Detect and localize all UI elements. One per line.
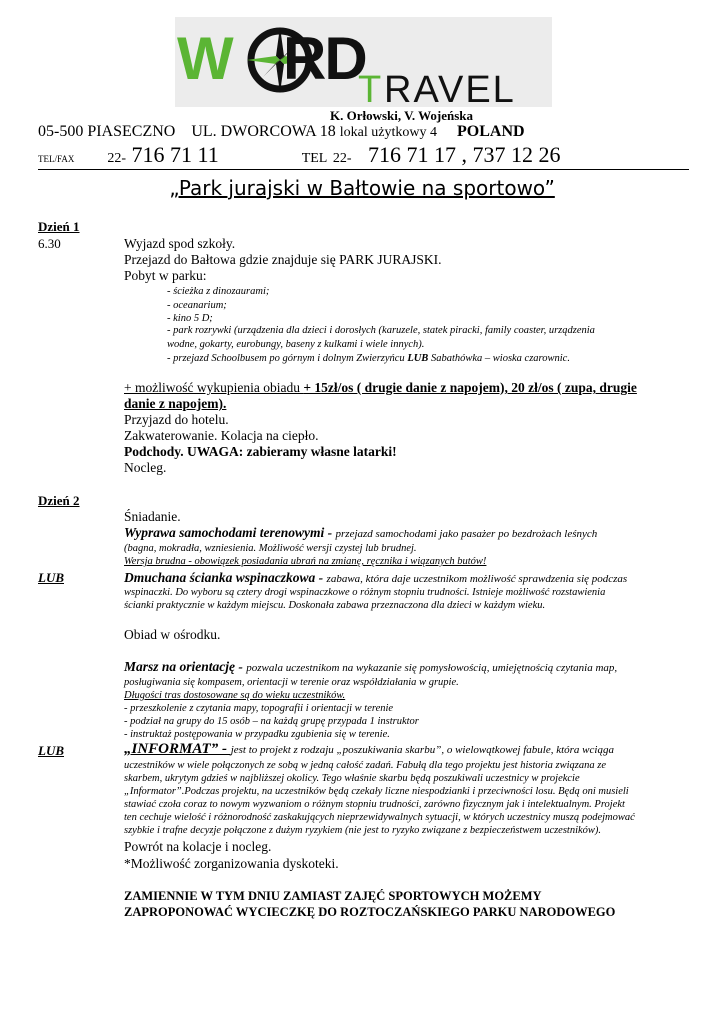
amusement-lead: - park rozrywki ( (167, 325, 238, 336)
informat-desc-7: szybkie i trafne decyzje połączone z dużym ryzykiem (nie jest to ryzyko związane z bezpieczeństwem uczestników). (124, 825, 602, 836)
jeep-trip-desc: przejazd samochodami jako pasażer po bezdrożach leśnych (335, 528, 598, 540)
informat-line (124, 741, 614, 758)
day2-line-return: Powrót na kolacje i nocleg. (124, 839, 272, 854)
climbing-wall-line (124, 570, 627, 587)
lunch-option (124, 380, 637, 396)
day1-line-park: Pobyt w parku: (124, 268, 207, 283)
address-local: lokal użytkowy 4 (339, 125, 437, 140)
address-country: POLAND (457, 123, 525, 140)
orienteering-desc-2: posługiwania się kompasem, orientacji w terenie oraz współdziałania w grupie. (124, 677, 459, 688)
address-street: UL. DWORCOWA 18 (191, 123, 336, 140)
lunch-option-cont (124, 396, 226, 412)
jeep-trip-desc-3: Wersja brudna - obowiązek posiadania ubrań na zmianę, ręcznika i wiązanych butów! (124, 556, 487, 567)
orienteering-line (124, 659, 617, 676)
informat-title: „INFORMAT” - (124, 741, 231, 757)
schoolbus-or: LUB (407, 353, 429, 364)
alternative-line-2: ZAPROPONOWAĆ WYCIECZKĘ DO ROZTOCZAŃSKIEGO PARKU NARODOWEGO (124, 905, 616, 919)
orienteering-point-2: - podział na grupy do 15 osób – na każdą grupę przypada 1 instruktor (124, 716, 419, 727)
park-item-cinema: - kino 5 D; (167, 313, 213, 324)
climbing-wall-desc: zabawa, która daje uczestnikom możliwość sprawdzenia się podczas (326, 573, 628, 585)
lunch-lead: + możliwość wykupienia obiadu (124, 380, 304, 395)
orienteering-point-3: - instruktaż postępowania w przypadku zgubienia się w terenie. (124, 729, 390, 740)
informat-desc-3: skarbem, ukrytym gdzieś w najbliższej okolicy. Tego właśnie skarbu będą poszukiwali uczestnicy w projekcie (124, 773, 580, 784)
informat-desc-2: uczestników w wiele połączonych ze sobą w jedną całość zadań. Fabułą dla tego projektu jest historia związana ze (124, 760, 606, 771)
alternative-line-1: ZAMIENNIE W TYM DNIU ZAMIAST ZAJĘĆ SPORTOWYCH MOŻEMY (124, 889, 542, 903)
climbing-wall-title: Dmuchana ścianka wspinaczkowa - (124, 570, 327, 585)
day2-line-breakfast: Śniadanie. (124, 509, 181, 524)
company-logo (175, 17, 552, 111)
climbing-wall-desc-2: wspinaczki. Do wyboru są cztery drogi wspinaczkowe o różnym stopniu trudności. Istnieje możliwość rozstawienia (124, 587, 606, 598)
park-item-amusement-cont: wodne, gokarty, eurobungy, baseny z kulkami i wiele innych). (167, 339, 425, 350)
logo-letters-ravel: RAVEL (384, 69, 516, 111)
day-1-label: Dzień 1 (38, 219, 80, 234)
day1-line-night: Nocleg. (124, 460, 167, 475)
header-divider (38, 169, 689, 170)
lunch-prices-cont: danie z napojem). (124, 396, 227, 411)
climbing-wall-desc-3: ścianki praktycznie w każdym miejscu. Doskonała zabawa przeznaczona dla dzieci w każdym wieku. (124, 600, 546, 611)
amusement-desc: urządzenia dla dzieci i dorosłych (karuzele, statek piracki, family coaster, urządzenia (237, 325, 595, 336)
address-city: 05-500 PIASECZNO (38, 123, 176, 140)
park-item-schoolbus (167, 352, 570, 365)
logo-letter-w: W (177, 25, 232, 92)
schoolbus-alt: Sabathówka – wioska czarownic. (428, 353, 570, 364)
page-title: „Park jurajski w Bałtowie na sportowo” (169, 176, 555, 200)
day1-line-departure: Wyjazd spod szkoły. (124, 236, 236, 251)
phone-line (38, 144, 561, 170)
park-item-dinosaurs: - ścieżka z dinozaurami; (167, 286, 270, 297)
day2-line-lunch: Obiad w ośrodku. (124, 627, 221, 642)
orienteering-desc: pozwala uczestnikom na wykazanie się pomysłowością, umiejętnością czytania map, (246, 662, 618, 674)
jeep-trip-desc-2: (bagna, mokradła, wzniesienia. Możliwość wersji czystej lub brudnej. (124, 543, 417, 554)
park-item-oceanarium: - oceanarium; (167, 300, 227, 311)
telfax-label: TEL/FAX (38, 154, 75, 164)
informat-desc-4: „Informator”.Podczas projektu, na uczestników będą czekały liczne niespodzianki i przeciwności losu. Będą oni musieli (124, 786, 629, 797)
schoolbus-text: - przejazd Schoolbusem po górnym i dolnym Zwierzyńcu (167, 353, 408, 364)
or-label-2: LUB (38, 743, 64, 758)
telfax-number: 716 71 11 (131, 142, 219, 167)
day-2-label: Dzień 2 (38, 493, 80, 508)
logo-letters-rd: RD (283, 25, 366, 92)
lunch-prices: + 15zł/os ( drugie danie z napojem), 20 zł/os ( zupa, drugie (303, 380, 637, 395)
jeep-trip-title: Wyprawa samochodami terenowymi - (124, 525, 336, 540)
or-label-1: LUB (38, 570, 64, 585)
informat-desc: jest to projekt z rodzaju „poszukiwania skarbu”, o wielowątkowej fabule, która wciąga (230, 744, 614, 756)
jeep-trip-line (124, 525, 597, 542)
telfax-prefix: 22- (107, 151, 127, 166)
orienteering-point-1: - przeszkolenie z czytania mapy, topografii i orientacji w terenie (124, 703, 394, 714)
day1-line-game: Podchody. UWAGA: zabieramy własne latarki! (124, 444, 397, 459)
informat-desc-5: stawiać czoła coraz to nowym wyzwaniom o różnym stopniu trudności, zarówno fizycznym jak i intelektualnym. Projekt (124, 799, 625, 810)
park-item-amusement (167, 324, 595, 337)
logo-letter-t: T (358, 69, 382, 111)
tel-label: TEL (301, 151, 328, 166)
tel-numbers: 716 71 17 , 737 12 26 (368, 142, 561, 167)
day1-line-dinner: Zakwaterowanie. Kolacja na ciepło. (124, 428, 319, 443)
address-line (38, 123, 525, 141)
owners-line: K. Orłowski, V. Wojeńska (330, 108, 474, 123)
day1-line-transfer: Przejazd do Bałtowa gdzie znajduje się PARK JURAJSKI. (124, 252, 442, 267)
day-1-time: 6.30 (38, 236, 61, 251)
orienteering-desc-3: Długości tras dostosowane są do wieku uczestników. (124, 690, 346, 701)
informat-desc-6: ten cechuje wielość i różnorodność zaskakujących nieprzewidywalnych sytuacji, w których uczestnicy muszą podejmować (124, 812, 635, 823)
day1-line-hotel: Przyjazd do hotelu. (124, 412, 229, 427)
tel-prefix: 22- (332, 151, 352, 166)
day2-line-disco: *Możliwość zorganizowania dyskoteki. (124, 856, 339, 871)
orienteering-title: Marsz na orientację - (124, 659, 247, 674)
